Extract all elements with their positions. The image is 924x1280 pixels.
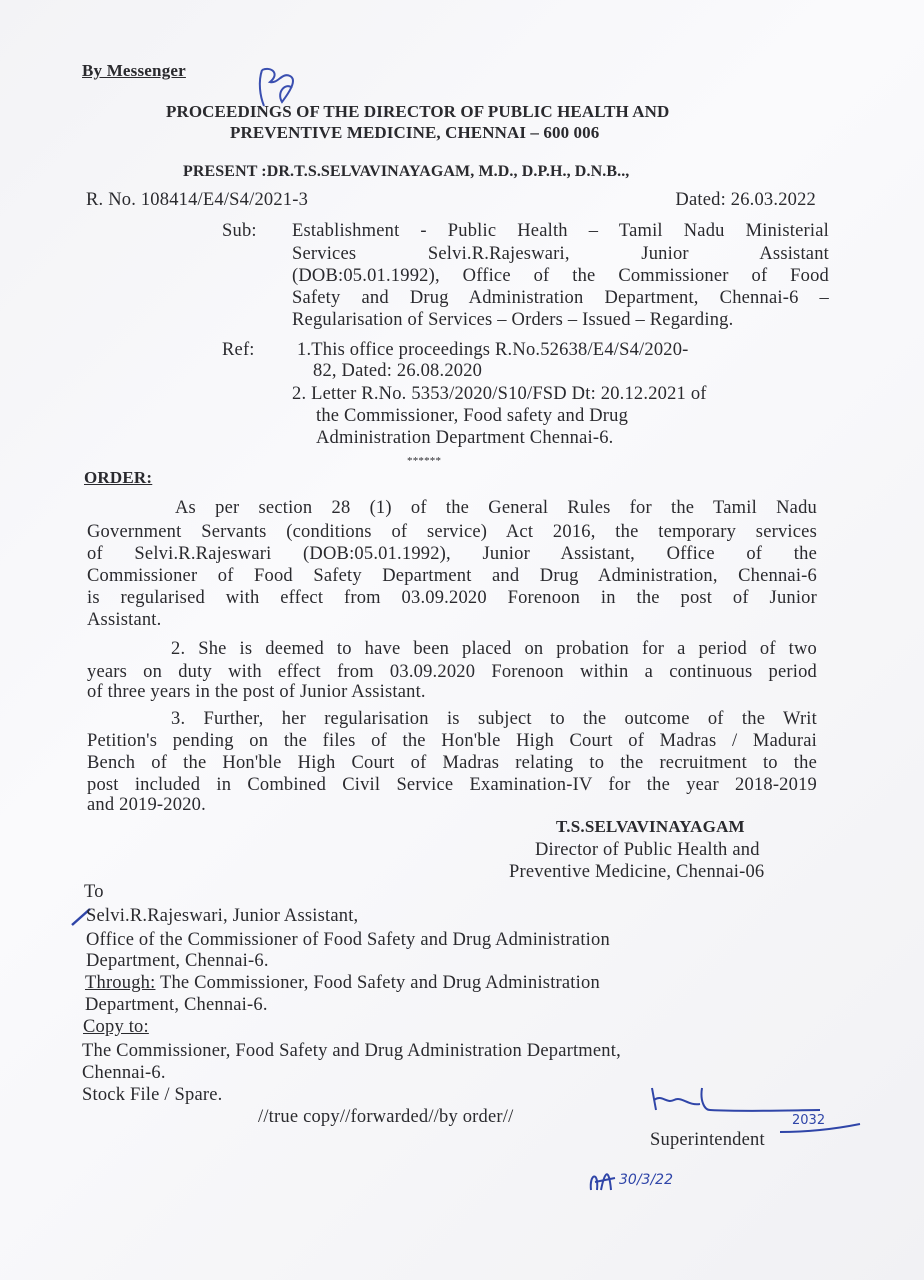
reference-label: Ref: xyxy=(222,340,255,360)
through-label: Through: xyxy=(85,973,156,993)
order-paragraph-2-line: years on duty with effect from 03.09.2020 Forenoon within a continuous period xyxy=(87,662,817,682)
signatory-name: T.S.SELVAVINAYAGAM xyxy=(556,817,745,836)
copy-line: The Commissioner, Food Safety and Drug Administration Department, xyxy=(82,1041,621,1061)
order-paragraph-1-line: Commissioner of Food Safety Department and Drug Administration, Chennai-6 xyxy=(87,566,817,586)
order-paragraph-1-line: Government Servants (conditions of service) Act 2016, the temporary services xyxy=(87,522,817,542)
delivery-mode: By Messenger xyxy=(82,61,186,80)
through-line: Department, Chennai-6. xyxy=(85,995,268,1015)
addressee-line: Office of the Commissioner of Food Safety and Drug Administration xyxy=(86,930,610,950)
order-paragraph-2-line: 2. She is deemed to have been placed on probation for a period of two xyxy=(171,639,817,659)
copy-to-label: Copy to: xyxy=(83,1017,149,1037)
addressee-line: Department, Chennai-6. xyxy=(86,951,269,971)
order-paragraph-3-line: Bench of the Hon'ble High Court of Madras relating to the recruitment to the xyxy=(87,753,817,773)
superintendent-label: Superintendent xyxy=(650,1130,765,1150)
reference-line: the Commissioner, Food safety and Drug xyxy=(316,406,629,426)
reference-line: 1.This office proceedings R.No.52638/E4/S4/2020- xyxy=(297,340,689,360)
through-text: The Commissioner, Food Safety and Drug Administration xyxy=(155,973,600,993)
forwarding-note: //true copy//forwarded//by order// xyxy=(258,1107,514,1127)
separator: ****** xyxy=(407,455,442,467)
through-line xyxy=(85,972,600,994)
order-heading: ORDER: xyxy=(84,468,153,487)
handwritten-note-icon xyxy=(585,1160,705,1200)
signature-date: 2032 xyxy=(792,1113,826,1128)
order-paragraph-3-line: 3. Further, her regularisation is subject to the outcome of the Writ xyxy=(171,709,817,729)
subject-line: Safety and Drug Administration Department, Chennai-6 – xyxy=(292,288,829,308)
subject-line: (DOB:05.01.1992), Office of the Commissioner of Food xyxy=(292,266,829,286)
title-line-2: PREVENTIVE MEDICINE, CHENNAI – 600 006 xyxy=(230,123,600,142)
reference-line: 2. Letter R.No. 5353/2020/S10/FSD Dt: 20.12.2021 of xyxy=(292,384,707,404)
order-paragraph-2-line: of three years in the post of Junior Assistant. xyxy=(87,682,426,702)
order-paragraph-1-line: Assistant. xyxy=(87,610,162,630)
order-paragraph-1-line: As per section 28 (1) of the General Rules for the Tamil Nadu xyxy=(175,498,817,518)
order-paragraph-3-line: Petition's pending on the files of the Hon'ble High Court of Madras / Madurai xyxy=(87,731,817,751)
order-paragraph-1-line: of Selvi.R.Rajeswari (DOB:05.01.1992), Junior Assistant, Office of the xyxy=(87,544,817,564)
present-line: PRESENT :DR.T.S.SELVAVINAYAGAM, M.D., D.P.H., D.N.B.., xyxy=(183,163,630,180)
subject-line: Regularisation of Services – Orders – Issued – Regarding. xyxy=(292,310,734,330)
order-paragraph-1-line: is regularised with effect from 03.09.2020 Forenoon in the post of Junior xyxy=(87,588,817,608)
signatory-designation: Preventive Medicine, Chennai-06 xyxy=(509,862,765,882)
to-label: To xyxy=(84,882,104,902)
addressee-line: Selvi.R.Rajeswari, Junior Assistant, xyxy=(86,906,359,926)
signatory-designation: Director of Public Health and xyxy=(535,840,760,860)
reference-line: 82, Dated: 26.08.2020 xyxy=(313,361,483,381)
reference-line: Administration Department Chennai-6. xyxy=(316,428,614,448)
subject-line: Establishment - Public Health – Tamil Nadu Ministerial xyxy=(292,221,829,241)
subject-label: Sub: xyxy=(222,221,257,241)
order-paragraph-3-line: post included in Combined Civil Service Examination-IV for the year 2018-2019 xyxy=(87,775,817,795)
reference-number: R. No. 108414/E4/S4/2021-3 xyxy=(86,190,309,210)
dated: Dated: 26.03.2022 xyxy=(675,190,816,210)
title-line-1: PROCEEDINGS OF THE DIRECTOR OF PUBLIC HEALTH AND xyxy=(166,102,670,121)
copy-line: Chennai-6. xyxy=(82,1063,166,1083)
subject-line: Services Selvi.R.Rajeswari, Junior Assistant xyxy=(292,244,829,264)
handwritten-date: 30/3/22 xyxy=(619,1172,673,1188)
order-paragraph-3-line: and 2019-2020. xyxy=(87,795,206,815)
copy-line: Stock File / Spare. xyxy=(82,1085,223,1105)
